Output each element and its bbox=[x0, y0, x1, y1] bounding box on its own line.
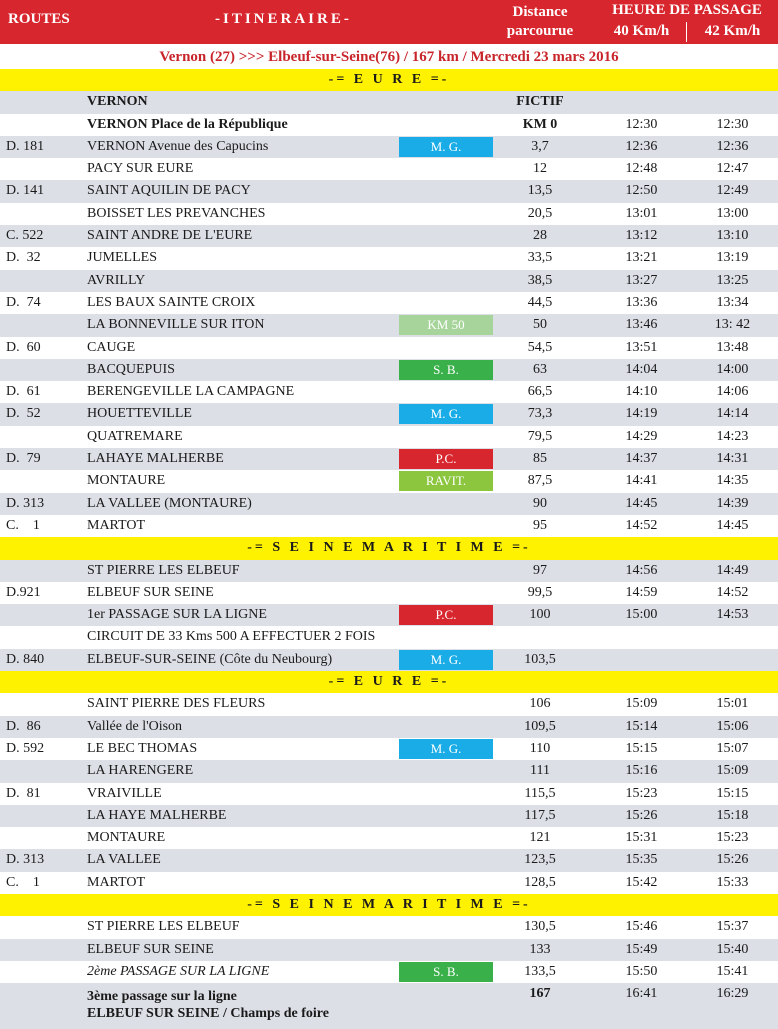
distance-value: 110 bbox=[529, 740, 551, 756]
table-row bbox=[0, 827, 778, 849]
distance-value: FICTIF bbox=[516, 94, 564, 110]
time-40kmh: 13:01 bbox=[625, 205, 658, 221]
time-40kmh: 13:12 bbox=[625, 228, 658, 244]
time-42kmh: 15:41 bbox=[716, 963, 749, 979]
time-40kmh: 12:36 bbox=[625, 138, 658, 154]
time-40kmh: 12:48 bbox=[625, 161, 658, 177]
checkpoint-badge: S. B. bbox=[399, 360, 493, 380]
checkpoint-badge: P.C. bbox=[399, 605, 493, 625]
time-42kmh: 13:25 bbox=[716, 272, 749, 288]
place-name: SAINT ANDRE DE L'EURE bbox=[87, 228, 253, 244]
place-name: BOISSET LES PREVANCHES bbox=[87, 205, 266, 221]
time-40kmh: 15:14 bbox=[625, 718, 658, 734]
place-name: VERNON Place de la République bbox=[87, 116, 288, 132]
checkpoint-badge: S. B. bbox=[399, 962, 493, 982]
time-42kmh: 13:48 bbox=[716, 339, 749, 355]
table-row bbox=[0, 939, 778, 961]
distance-value: 123,5 bbox=[524, 852, 556, 868]
table-row bbox=[0, 91, 778, 113]
time-40kmh: 12:50 bbox=[625, 183, 658, 199]
route-code: D. 79 bbox=[6, 451, 41, 467]
table-row bbox=[0, 225, 778, 247]
place-name: MONTAURE bbox=[87, 473, 166, 489]
place-line-2: ELBEUF SUR SEINE / Champs de foire bbox=[87, 1006, 329, 1022]
distance-value: 3,7 bbox=[531, 138, 549, 154]
distance-value: 33,5 bbox=[527, 250, 553, 266]
place-name: ELBEUF-SUR-SEINE (Côte du Neubourg) bbox=[87, 651, 333, 667]
route-code: D. 61 bbox=[6, 384, 41, 400]
checkpoint-badge: M. G. bbox=[399, 650, 493, 670]
table-row bbox=[0, 403, 778, 425]
time-40kmh: 14:19 bbox=[625, 406, 658, 422]
table-row bbox=[0, 560, 778, 582]
time-42kmh: 12:49 bbox=[716, 183, 749, 199]
table-row bbox=[0, 961, 778, 983]
time-40kmh: 15:26 bbox=[625, 807, 658, 823]
place-name: ST PIERRE LES ELBEUF bbox=[87, 919, 240, 935]
time-42kmh: 15:09 bbox=[716, 763, 749, 779]
route-code: D. 32 bbox=[6, 250, 41, 266]
time-40kmh: 15:46 bbox=[625, 919, 658, 935]
time-42kmh: 14:52 bbox=[716, 584, 749, 600]
route-code: D. 60 bbox=[6, 339, 41, 355]
table-row bbox=[0, 872, 778, 894]
place-name: SAINT PIERRE DES FLEURS bbox=[87, 696, 266, 712]
time-40kmh: 16:41 bbox=[625, 986, 658, 1002]
time-40kmh: 14:37 bbox=[625, 451, 658, 467]
header-divider bbox=[686, 22, 687, 42]
route-code: D.921 bbox=[6, 584, 41, 600]
time-42kmh: 14:49 bbox=[716, 562, 749, 578]
header-routes: ROUTES bbox=[8, 11, 70, 27]
time-40kmh: 14:10 bbox=[625, 384, 658, 400]
time-42kmh: 14:35 bbox=[716, 473, 749, 489]
checkpoint-badge: P.C. bbox=[399, 449, 493, 469]
place-name: LE BEC THOMAS bbox=[87, 740, 198, 756]
distance-value: 12 bbox=[533, 161, 547, 177]
time-42kmh: 15:07 bbox=[716, 740, 749, 756]
route-code: D. 313 bbox=[6, 852, 45, 868]
place-name: AVRILLY bbox=[87, 272, 146, 288]
distance-value: 73,3 bbox=[527, 406, 553, 422]
distance-value: 128,5 bbox=[524, 874, 556, 890]
place-name: LAHAYE MALHERBE bbox=[87, 451, 224, 467]
section-header: -= E U R E =- bbox=[0, 671, 778, 693]
time-40kmh: 15:35 bbox=[625, 852, 658, 868]
route-code: C. 1 bbox=[6, 517, 40, 533]
time-40kmh: 14:59 bbox=[625, 584, 658, 600]
distance-value: 167 bbox=[529, 986, 551, 1002]
place-name: PACY SUR EURE bbox=[87, 161, 194, 177]
route-code: D. 181 bbox=[6, 138, 45, 154]
time-42kmh: 12:36 bbox=[716, 138, 749, 154]
time-42kmh: 15:40 bbox=[716, 941, 749, 957]
time-42kmh: 15:37 bbox=[716, 919, 749, 935]
time-42kmh: 15:01 bbox=[716, 696, 749, 712]
distance-value: 63 bbox=[533, 361, 547, 377]
table-row bbox=[0, 270, 778, 292]
time-42kmh: 14:14 bbox=[716, 406, 749, 422]
time-42kmh: 13: 42 bbox=[714, 317, 751, 333]
table-row bbox=[0, 381, 778, 403]
route-code: D. 840 bbox=[6, 651, 45, 667]
place-name: LA HAYE MALHERBE bbox=[87, 807, 227, 823]
place-name: 2ème PASSAGE SUR LA LIGNE bbox=[87, 963, 270, 979]
distance-value: 103,5 bbox=[524, 651, 556, 667]
distance-value: 54,5 bbox=[527, 339, 553, 355]
table-row bbox=[0, 716, 778, 738]
table-row bbox=[0, 760, 778, 782]
place-name: LA BONNEVILLE SUR ITON bbox=[87, 317, 265, 333]
header-itineraire: -ITINERAIRE- bbox=[215, 11, 352, 27]
table-row bbox=[0, 649, 778, 671]
place-name: ELBEUF SUR SEINE bbox=[87, 584, 214, 600]
time-42kmh: 15:23 bbox=[716, 830, 749, 846]
checkpoint-badge: M. G. bbox=[399, 404, 493, 424]
header-heure-de-passage: HEURE DE PASSAGE bbox=[612, 2, 762, 18]
time-40kmh: 15:00 bbox=[625, 607, 658, 623]
route-code: D. 74 bbox=[6, 294, 41, 310]
time-40kmh: 15:09 bbox=[625, 696, 658, 712]
place-line-1: 3ème passage sur la ligne bbox=[87, 989, 237, 1005]
route-code: D. 313 bbox=[6, 495, 45, 511]
place-name: HOUETTEVILLE bbox=[87, 406, 192, 422]
table-row bbox=[0, 247, 778, 269]
distance-value: 115,5 bbox=[524, 785, 556, 801]
checkpoint-badge: M. G. bbox=[399, 739, 493, 759]
distance-value: 20,5 bbox=[527, 205, 553, 221]
time-40kmh: 15:50 bbox=[625, 963, 658, 979]
route-code: C. 1 bbox=[6, 874, 40, 890]
table-header bbox=[0, 0, 778, 44]
place-name: LES BAUX SAINTE CROIX bbox=[87, 294, 256, 310]
table-row bbox=[0, 515, 778, 537]
table-row bbox=[0, 114, 778, 136]
header-speed-40: 40 Km/h bbox=[613, 23, 670, 39]
time-42kmh: 14:00 bbox=[716, 361, 749, 377]
distance-value: 90 bbox=[533, 495, 547, 511]
distance-value: 44,5 bbox=[527, 294, 553, 310]
route-code: C. 522 bbox=[6, 228, 44, 244]
table-row bbox=[0, 849, 778, 871]
time-40kmh: 14:52 bbox=[625, 517, 658, 533]
place-name: VERNON bbox=[87, 94, 148, 110]
place-name: LA HARENGERE bbox=[87, 763, 194, 779]
place-name: LA VALLEE (MONTAURE) bbox=[87, 495, 252, 511]
time-40kmh: 13:46 bbox=[625, 317, 658, 333]
distance-value: 13,5 bbox=[527, 183, 553, 199]
time-42kmh: 14:31 bbox=[716, 451, 749, 467]
table-row bbox=[0, 916, 778, 938]
table-row bbox=[0, 180, 778, 202]
time-42kmh: 14:45 bbox=[716, 517, 749, 533]
time-40kmh: 14:41 bbox=[625, 473, 658, 489]
distance-value: 97 bbox=[533, 562, 547, 578]
time-40kmh: 14:56 bbox=[625, 562, 658, 578]
distance-value: 109,5 bbox=[524, 718, 556, 734]
place-name: BACQUEPUIS bbox=[87, 361, 175, 377]
time-40kmh: 12:30 bbox=[625, 116, 658, 132]
table-row bbox=[0, 426, 778, 448]
time-42kmh: 12:47 bbox=[716, 161, 749, 177]
distance-value: 117,5 bbox=[524, 807, 556, 823]
place-name: ST PIERRE LES ELBEUF bbox=[87, 562, 240, 578]
distance-value: KM 0 bbox=[522, 116, 558, 132]
time-40kmh: 15:42 bbox=[625, 874, 658, 890]
time-42kmh: 14:23 bbox=[716, 428, 749, 444]
section-header: -= S E I N E M A R I T I M E =- bbox=[0, 894, 778, 916]
distance-value: 106 bbox=[529, 696, 551, 712]
route-code: D. 86 bbox=[6, 718, 41, 734]
place-name: LA VALLEE bbox=[87, 852, 161, 868]
distance-value: 133,5 bbox=[524, 963, 556, 979]
time-42kmh: 15:15 bbox=[716, 785, 749, 801]
distance-value: 95 bbox=[533, 517, 547, 533]
table-row bbox=[0, 314, 778, 336]
table-row bbox=[0, 203, 778, 225]
distance-value: 66,5 bbox=[527, 384, 553, 400]
place-name: MONTAURE bbox=[87, 830, 166, 846]
time-42kmh: 14:39 bbox=[716, 495, 749, 511]
itinerary-table bbox=[0, 69, 778, 1029]
table-row bbox=[0, 337, 778, 359]
distance-value: 130,5 bbox=[524, 919, 556, 935]
table-row bbox=[0, 805, 778, 827]
time-40kmh: 15:15 bbox=[625, 740, 658, 756]
route-code: D. 141 bbox=[6, 183, 45, 199]
place-name: MARTOT bbox=[87, 874, 146, 890]
time-40kmh: 13:51 bbox=[625, 339, 658, 355]
time-42kmh: 16:29 bbox=[716, 986, 749, 1002]
route-code: D. 81 bbox=[6, 785, 41, 801]
table-row bbox=[0, 604, 778, 626]
table-row bbox=[0, 158, 778, 180]
time-40kmh: 14:04 bbox=[625, 361, 658, 377]
distance-value: 121 bbox=[529, 830, 551, 846]
place-name: CIRCUIT DE 33 Kms 500 A EFFECTUER 2 FOIS bbox=[87, 629, 376, 645]
distance-value: 28 bbox=[533, 228, 547, 244]
place-name: SAINT AQUILIN DE PACY bbox=[87, 183, 251, 199]
time-40kmh: 13:36 bbox=[625, 294, 658, 310]
place-name: ELBEUF SUR SEINE bbox=[87, 941, 214, 957]
place-name: JUMELLES bbox=[87, 250, 157, 266]
time-40kmh: 15:31 bbox=[625, 830, 658, 846]
time-40kmh: 14:45 bbox=[625, 495, 658, 511]
time-42kmh: 14:06 bbox=[716, 384, 749, 400]
table-row bbox=[0, 136, 778, 158]
distance-value: 99,5 bbox=[527, 584, 553, 600]
distance-value: 111 bbox=[530, 763, 550, 779]
place-name: VRAIVILLE bbox=[87, 785, 162, 801]
table-row bbox=[0, 470, 778, 492]
place-name bbox=[87, 988, 329, 1022]
time-40kmh: 15:16 bbox=[625, 763, 658, 779]
place-name: BERENGEVILLE LA CAMPAGNE bbox=[87, 384, 295, 400]
finish-row bbox=[0, 983, 778, 1029]
time-42kmh: 15:18 bbox=[716, 807, 749, 823]
route-code: D. 592 bbox=[6, 740, 45, 756]
time-40kmh: 15:49 bbox=[625, 941, 658, 957]
table-row bbox=[0, 448, 778, 470]
header-speed-42: 42 Km/h bbox=[704, 23, 761, 39]
checkpoint-badge: M. G. bbox=[399, 137, 493, 157]
place-name: VERNON Avenue des Capucins bbox=[87, 138, 269, 154]
place-name: MARTOT bbox=[87, 517, 146, 533]
distance-value: 38,5 bbox=[527, 272, 553, 288]
place-name: CAUGE bbox=[87, 339, 136, 355]
section-header: -= S E I N E M A R I T I M E =- bbox=[0, 537, 778, 559]
distance-value: 79,5 bbox=[527, 428, 553, 444]
table-row bbox=[0, 582, 778, 604]
table-row bbox=[0, 738, 778, 760]
table-row bbox=[0, 359, 778, 381]
table-row bbox=[0, 292, 778, 314]
distance-value: 100 bbox=[529, 607, 551, 623]
time-42kmh: 15:33 bbox=[716, 874, 749, 890]
time-40kmh: 13:21 bbox=[625, 250, 658, 266]
time-42kmh: 14:53 bbox=[716, 607, 749, 623]
distance-value: 85 bbox=[533, 451, 547, 467]
time-42kmh: 15:26 bbox=[716, 852, 749, 868]
table-row bbox=[0, 693, 778, 715]
time-42kmh: 13:10 bbox=[716, 228, 749, 244]
table-row bbox=[0, 626, 778, 648]
section-header: -= E U R E =- bbox=[0, 69, 778, 91]
route-code: D. 52 bbox=[6, 406, 41, 422]
distance-value: 50 bbox=[533, 317, 547, 333]
header-distance-line1: Distance bbox=[512, 4, 568, 20]
checkpoint-badge: KM 50 bbox=[399, 315, 493, 335]
time-42kmh: 13:34 bbox=[716, 294, 749, 310]
time-40kmh: 15:23 bbox=[625, 785, 658, 801]
table-row bbox=[0, 493, 778, 515]
time-42kmh: 13:19 bbox=[716, 250, 749, 266]
distance-value: 133 bbox=[529, 941, 551, 957]
time-42kmh: 15:06 bbox=[716, 718, 749, 734]
place-name: 1er PASSAGE SUR LA LIGNE bbox=[87, 607, 267, 623]
table-row bbox=[0, 783, 778, 805]
distance-value: 87,5 bbox=[527, 473, 553, 489]
time-42kmh: 13:00 bbox=[716, 205, 749, 221]
time-40kmh: 14:29 bbox=[625, 428, 658, 444]
route-subtitle: Vernon (27) >>> Elbeuf-sur-Seine(76) / 167 km / Mercredi 23 mars 2016 bbox=[159, 49, 619, 65]
header-distance-line2: parcourue bbox=[506, 23, 574, 39]
checkpoint-badge: RAVIT. bbox=[399, 471, 493, 491]
time-42kmh: 12:30 bbox=[716, 116, 749, 132]
place-name: QUATREMARE bbox=[87, 428, 183, 444]
place-name: Vallée de l'Oison bbox=[87, 718, 183, 734]
time-40kmh: 13:27 bbox=[625, 272, 658, 288]
